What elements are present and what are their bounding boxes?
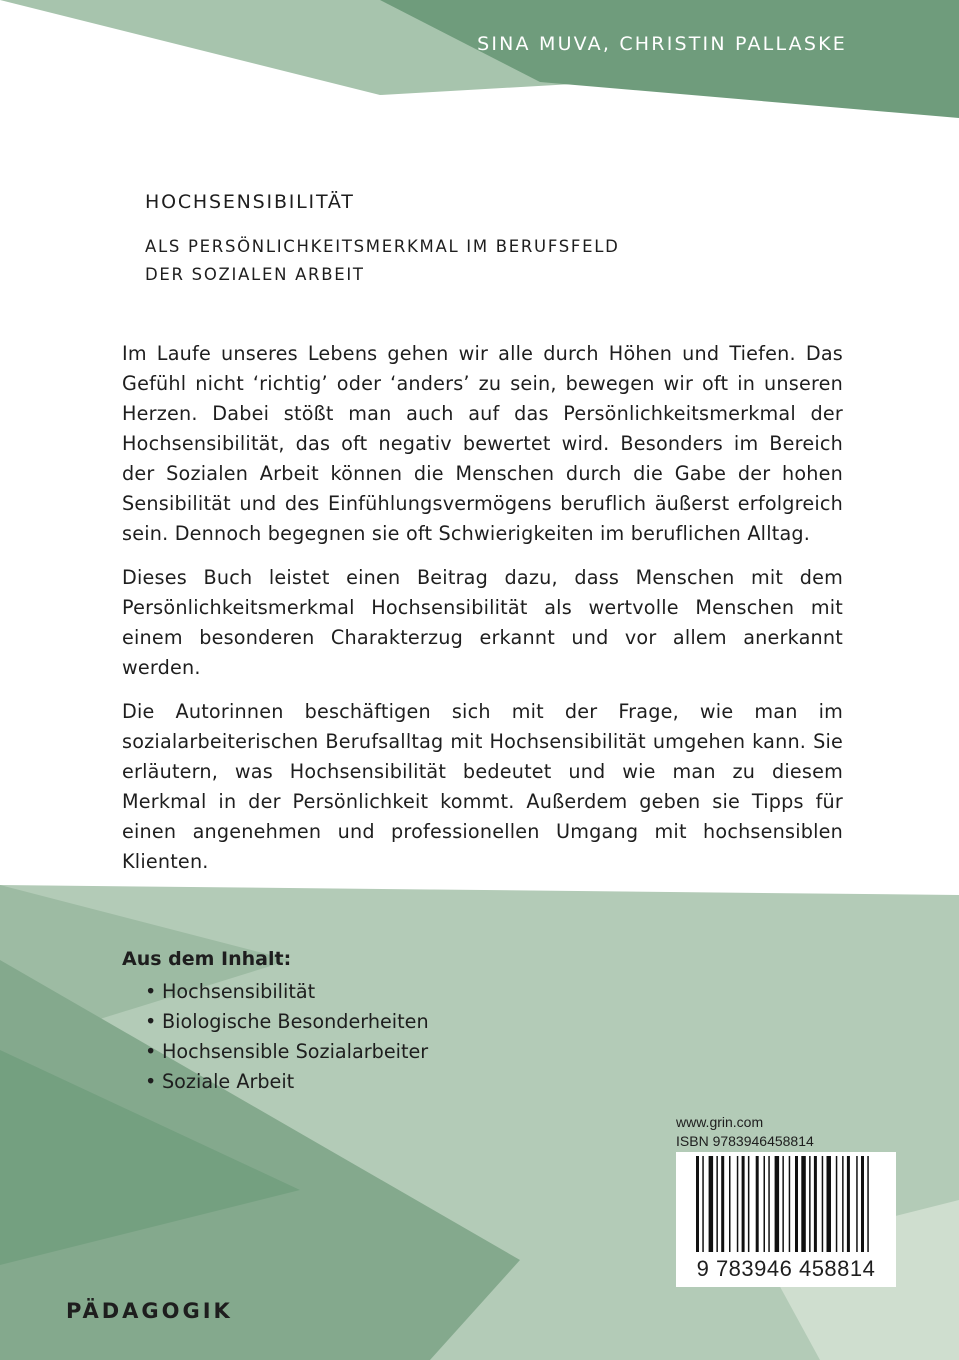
publisher-website: www.grin.com — [676, 1114, 764, 1130]
barcode-bar — [856, 1156, 858, 1252]
barcode-bar — [842, 1156, 844, 1252]
barcode-bar — [721, 1156, 724, 1252]
barcode-bar — [867, 1156, 869, 1252]
barcode-bar — [702, 1156, 704, 1252]
isbn-barcode — [676, 1152, 896, 1287]
barcode-bar — [709, 1156, 714, 1252]
contents-heading: Aus dem Inhalt: — [122, 948, 292, 970]
barcode-bar — [861, 1156, 864, 1252]
barcode-bar — [822, 1156, 824, 1252]
blurb-paragraph-1: Im Laufe unseres Lebens gehen wir alle durch Höhen und Tiefen. Das Gefühl nicht ‘richtig’ oder ‘anders’ zu sein, bewegen wir oft in unseren Herzen. Dabei stößt man auch auf das Persönlichkeitsmerkmal der Hochsensibilität, das oft negativ bewertet wird. Besonders im Bereich der Sozialen Arbeit können die Menschen durch die Gabe der hohen Sensibilität und des Einfühlungsvermögens beruflich äußerst erfolgreich sein. Dennoch begegnen sie oft Schwierigkeiten im beruflichen Alltag. — [122, 342, 843, 545]
barcode-digits: 9 783946 458814 — [696, 1256, 876, 1281]
barcode-bar — [696, 1156, 699, 1252]
blurb-paragraph-3: Die Autorinnen beschäftigen sich mit der Frage, wie man im sozialarbeiterischen Berufsalltag mit Hochsensibilität umgehen kann. Sie erläutern, was Hochsensibilität bedeutet und wie man zu diesem Merkmal in der Persönlichkeit kommt. Außerdem geben sie Tipps für einen angenehmen und professionellen Umgang mit hochsensiblen Klienten. — [122, 700, 843, 873]
barcode-bar — [742, 1156, 745, 1252]
barcode-bar — [716, 1156, 718, 1252]
isbn-number: ISBN 9783946458814 — [676, 1133, 814, 1149]
book-title: HOCHSENSIBILITÄT — [145, 191, 355, 213]
barcode-bar — [814, 1156, 817, 1252]
barcode-bar — [789, 1156, 791, 1252]
contents-item: • Soziale Arbeit — [145, 1067, 429, 1097]
barcode-bar — [801, 1156, 806, 1252]
barcode-bar — [756, 1156, 759, 1252]
barcode-bar — [836, 1156, 838, 1252]
barcode-bar — [847, 1156, 850, 1252]
blurb-paragraph-2: Dieses Buch leistet einen Beitrag dazu, dass Menschen mit dem Persönlichkeitsmerkmal Hochsensibilität als wertvolle Menschen mit einem besonderen Charakterzug erkannt und vor allem anerkannt werden. — [122, 566, 843, 679]
author-names: SINA MUVA, CHRISTIN PALLASKE — [477, 33, 847, 55]
subtitle-line-1: ALS PERSÖNLICHKEITSMERKMAL IM BERUFSFELD — [145, 237, 620, 256]
barcode-bars — [676, 1152, 896, 1258]
contents-item: • Biologische Besonderheiten — [145, 1007, 429, 1037]
barcode-bar — [782, 1156, 784, 1252]
category-label: PÄDAGOGIK — [66, 1299, 233, 1323]
subtitle-line-2: DER SOZIALEN ARBEIT — [145, 265, 365, 284]
contents-list — [145, 977, 429, 1097]
contents-item: • Hochsensibilität — [145, 977, 429, 1007]
barcode-bar — [729, 1156, 731, 1252]
barcode-bar — [748, 1156, 750, 1252]
barcode-bar — [775, 1156, 780, 1252]
barcode-bar — [809, 1156, 811, 1252]
barcode-bar — [768, 1156, 770, 1252]
contents-item: • Hochsensible Sozialarbeiter — [145, 1037, 429, 1067]
barcode-bar — [764, 1156, 766, 1252]
blurb-text — [122, 339, 843, 891]
barcode-bar — [795, 1156, 798, 1252]
book-subtitle — [145, 233, 620, 289]
barcode-bar — [827, 1156, 832, 1252]
barcode-bar — [737, 1156, 739, 1252]
